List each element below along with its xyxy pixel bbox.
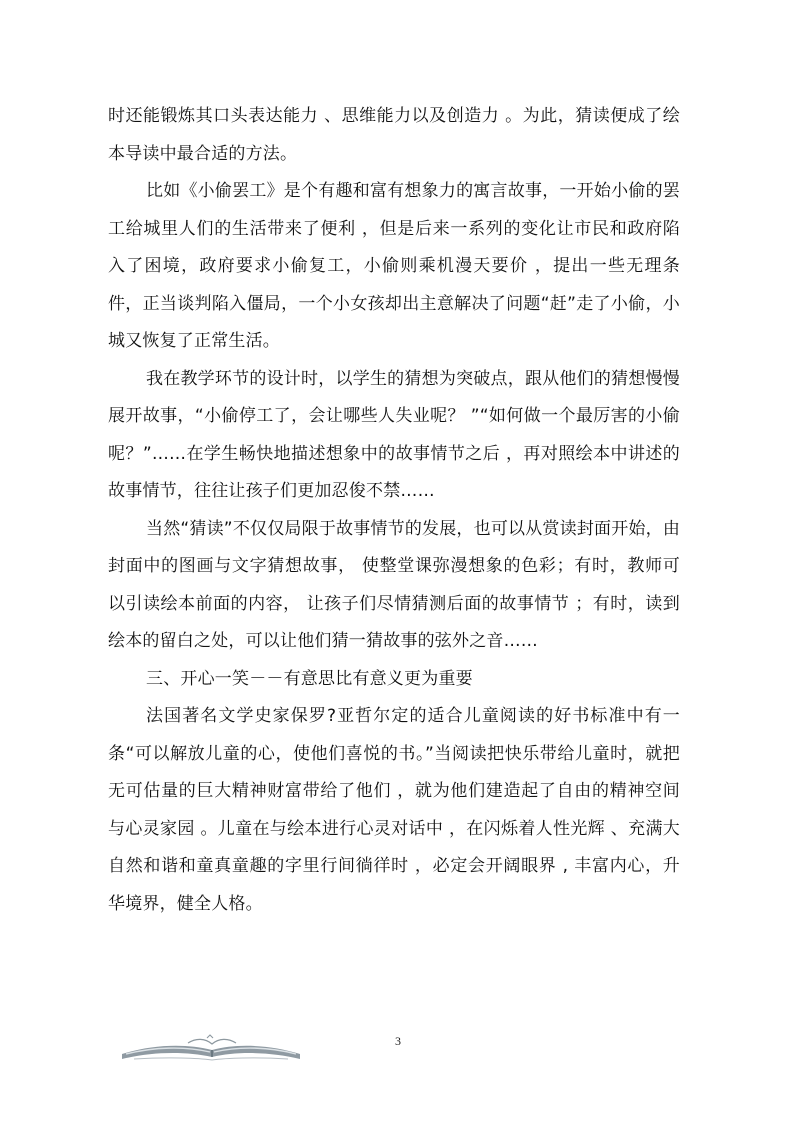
paragraph-joy-reading: 法国著名文学史家保罗?亚哲尔定的适合儿童阅读的好书标准中有一条“可以解放儿童的心，使他们喜悦的书。”当阅读把快乐带给儿童时，就把无可估量的巨大精神财富带给了他们 ，就为他们建造起了自由的精神空间与心灵家园 。儿童在与绘本进行心灵对话中 ，在闪烁着人性光辉 、充满大自然和谐和童真童趣的字里行间徜徉时 ，必定会开阔眼界 , 丰富内心，升华境界，健全人格。 [108, 706, 680, 914]
body-text [108, 98, 680, 923]
paragraph-teaching-design: 我在教学环节的设计时，以学生的猜想为突破点，跟从他们的猜想慢慢展开故事，“小偷停工了，会让哪些人失业呢？ ”“如何做一个最厉害的小偷呢？”……在学生畅快地描述想象中的故事情节之后 ，再对照绘本中讲述的故事情节，往往让孩子们更加忍俊不禁…… [108, 368, 680, 501]
page-number: 3 [395, 1034, 401, 1048]
paragraph-continuation: 时还能锻炼其口头表达能力 、思维能力以及创造力 。为此，猜读便成了绘本导读中最合适的方法。 [108, 106, 680, 164]
section-heading: 三、开心一笑－－有意思比有意义更为重要 [146, 668, 473, 689]
paragraph-example-story: 比如《小偷罢工》是个有趣和富有想象力的寓言故事，一开始小偷的罢工给城里人们的生活带来了便利 ，但是后来一系列的变化让市民和政府陷入了困境，政府要求小偷复工，小偷则乘机漫天要价 ，提出一些无理条件，正当谈判陷入僵局，一个小女孩却出主意解决了问题“赶”走了小偷，小城又恢复了正常生活。 [108, 181, 680, 351]
paragraph-guess-reading: 当然“猜读”不仅仅局限于故事情节的发展，也可以从赏读封面开始，由封面中的图画与文字猜想故事， 使整堂课弥漫想象的色彩；有时，教师可以引读绘本前面的内容， 让孩子们尽情猜测后面的故事情节 ；有时，读到绘本的留白之处，可以让他们猜一猜故事的弦外之音…… [108, 518, 681, 651]
open-book-logo-icon [116, 1030, 306, 1064]
